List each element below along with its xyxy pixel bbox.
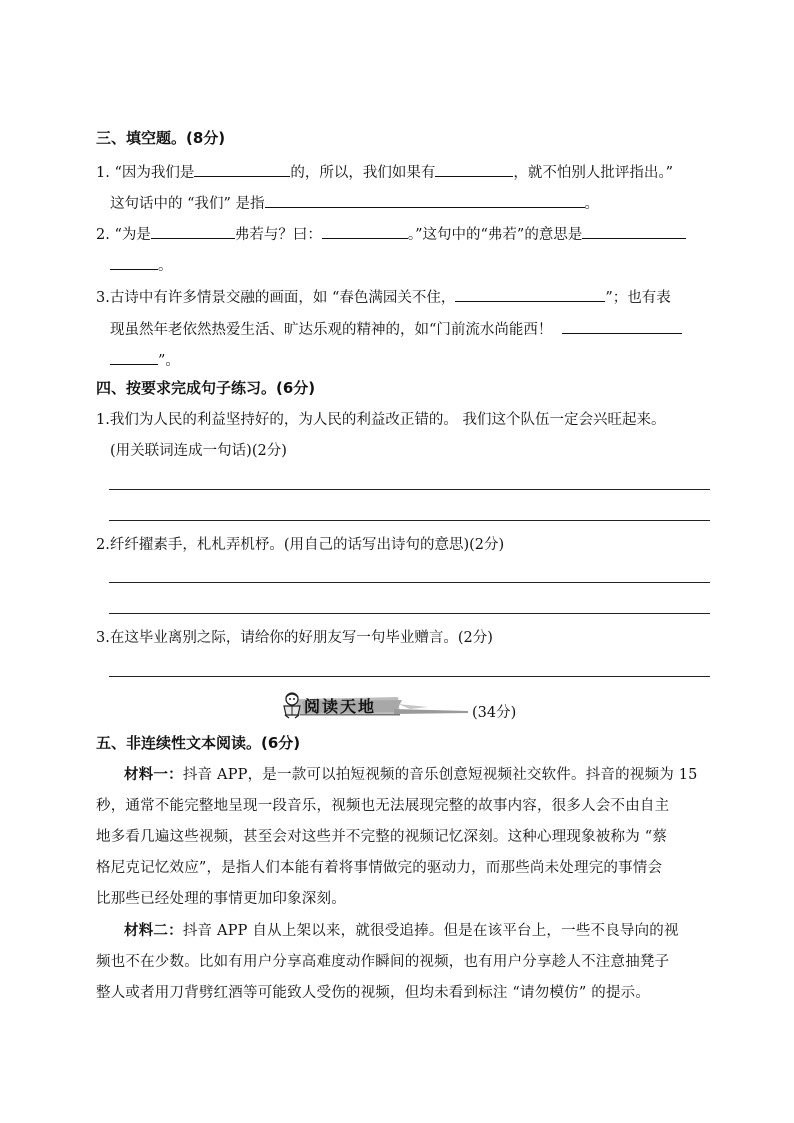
- q-text: 。: [584, 196, 600, 212]
- answer-line[interactable]: [109, 520, 710, 521]
- material-1-line: [124, 765, 698, 785]
- answer-blank[interactable]: [110, 349, 158, 365]
- material-2-label: 材料二：: [124, 923, 183, 939]
- answer-blank[interactable]: [455, 286, 605, 302]
- answer-blank[interactable]: [110, 254, 158, 270]
- q-text: ，就不怕别人批评指出。”: [513, 165, 674, 181]
- answer-line[interactable]: [109, 676, 710, 677]
- section5-title: 五、非连续性文本阅读。(6分): [96, 734, 301, 752]
- section3-title: 三、填空题。(8分): [96, 129, 226, 147]
- q-text: 。”这句中的“弗若”的意思是: [407, 227, 583, 243]
- banner-title: 阅读天地: [304, 697, 377, 716]
- answer-line[interactable]: [109, 489, 710, 490]
- answer-blank[interactable]: [151, 223, 235, 239]
- reader-mascot-icon: [280, 691, 304, 719]
- paragraph-text: 抖音 APP 自从上架以来，就很受追捧。但是在该平台上，一些不良导向的视: [182, 923, 679, 939]
- question-3-3-line1: [96, 286, 671, 308]
- question-3-3-line3: [110, 349, 180, 371]
- q-text: ”；也有表: [605, 290, 671, 306]
- material-2-line: 频也不在少数。比如有用户分享高难度动作瞬间的视频，也有用户分享趁人不注意抽凳子: [96, 954, 670, 970]
- question-3-1-line1: [96, 161, 673, 183]
- question-4-1: 1.我们为人民的利益坚持好的，为人民的利益改正错的。 我们这个队伍一定会兴旺起来。: [96, 412, 666, 428]
- paragraph-text: 抖音 APP，是一款可以拍短视频的音乐创意短视频社交软件。抖音的视频为 15: [182, 767, 698, 783]
- material-2-line: [124, 921, 679, 941]
- q-text: 的，所以，我们如果有: [290, 165, 436, 181]
- answer-blank[interactable]: [265, 192, 585, 208]
- answer-blank[interactable]: [435, 161, 513, 177]
- question-3-1-line2: [110, 192, 599, 214]
- question-3-2-line1: [96, 223, 686, 245]
- q-text: 这句话中的 “我们” 是指: [110, 196, 265, 212]
- answer-blank[interactable]: [582, 223, 686, 239]
- material-1-line: 比那些已经处理的事情更加印象深刻。: [96, 891, 346, 907]
- answer-line[interactable]: [109, 582, 710, 583]
- material-1-line: 格尼克记忆效应”，是指人们本能有着将事情做完的驱动力，而那些尚未处理完的事情会: [96, 860, 663, 876]
- question-3-3-line2: [110, 318, 682, 340]
- answer-blank[interactable]: [322, 223, 408, 239]
- q-text: 2. “为是: [96, 227, 151, 243]
- material-2-line: 整人或者用刀背劈红酒等可能致人受伤的视频，但均未看到标注 “请勿模仿” 的提示。: [96, 985, 651, 1001]
- material-1-label: 材料一：: [124, 767, 183, 783]
- answer-line[interactable]: [109, 613, 710, 614]
- q-text: 。: [158, 258, 173, 274]
- q-text: 弗若与？曰：: [234, 227, 322, 243]
- banner-score: (34分): [472, 705, 517, 721]
- question-3-2-line2: [110, 254, 173, 276]
- reading-section-banner: [278, 690, 470, 722]
- answer-blank[interactable]: [194, 161, 290, 177]
- material-1-line: 地多看几遍这些视频，甚至会对这些并不完整的视频记忆深刻。这种心理现象被称为 “蔡: [96, 829, 668, 845]
- q-text: 1. “因为我们是: [96, 165, 195, 181]
- question-4-1-note: (用关联词连成一句话)(2分): [110, 443, 287, 459]
- question-4-3: 3.在这毕业离别之际，请给你的好朋友写一句毕业赠言。(2分): [96, 630, 493, 646]
- section4-title: 四、按要求完成句子练习。(6分): [96, 379, 316, 397]
- q-text: 3.古诗中有许多情景交融的画面，如 “春色满园关不住，: [96, 290, 456, 306]
- material-1-line: 秒，通常不能完整地呈现一段音乐，视频也无法展现完整的故事内容，很多人会不由自主: [96, 798, 670, 814]
- question-4-2: 2.纤纤擢素手，札札弄机杼。(用自己的话写出诗句的意思)(2分): [96, 537, 505, 553]
- q-text: 现虽然年老依然热爱生活、旷达乐观的精神的，如“门前流水尚能西！: [110, 322, 553, 338]
- q-text: ”。: [158, 353, 180, 369]
- answer-blank[interactable]: [562, 318, 682, 334]
